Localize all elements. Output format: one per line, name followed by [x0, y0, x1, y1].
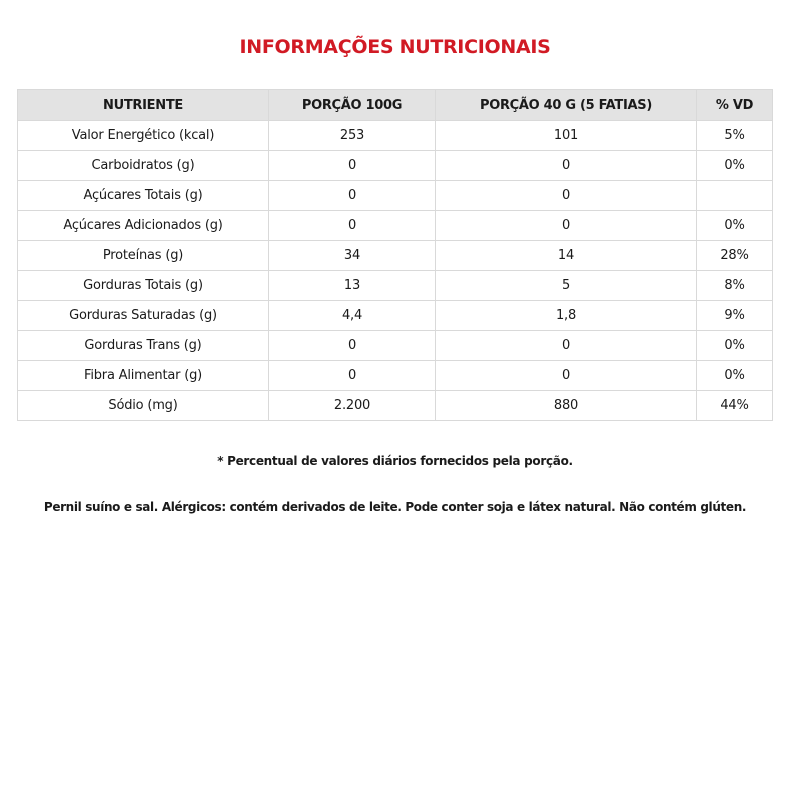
daily-value-cell: 0% [697, 211, 773, 241]
portion-100g-cell: 2.200 [269, 391, 436, 421]
daily-value-cell: 44% [697, 391, 773, 421]
nutrient-cell: Açúcares Totais (g) [18, 181, 269, 211]
portion-100g-cell: 253 [269, 121, 436, 151]
daily-value-cell [697, 181, 773, 211]
daily-value-cell: 8% [697, 271, 773, 301]
portion-100g-cell: 0 [269, 211, 436, 241]
portion-100g-cell: 0 [269, 331, 436, 361]
portion-40g-cell: 5 [436, 271, 697, 301]
nutrient-cell: Açúcares Adicionados (g) [18, 211, 269, 241]
portion-100g-cell: 0 [269, 361, 436, 391]
table-row [18, 151, 773, 181]
daily-value-cell: 0% [697, 151, 773, 181]
table-row [18, 271, 773, 301]
nutrient-cell: Gorduras Trans (g) [18, 331, 269, 361]
nutrient-cell: Gorduras Saturadas (g) [18, 301, 269, 331]
portion-40g-cell: 0 [436, 361, 697, 391]
nutrient-cell: Sódio (mg) [18, 391, 269, 421]
ingredients-text: Pernil suíno e sal. Alérgicos: contém derivados de leite. Pode conter soja e látex natural. Não contém glúten. [43, 500, 747, 514]
daily-value-cell: 0% [697, 361, 773, 391]
nutrition-table [17, 89, 773, 421]
nutrient-cell: Proteínas (g) [18, 241, 269, 271]
header-portion-100g: PORÇÃO 100G [269, 90, 436, 121]
nutrient-cell: Fibra Alimentar (g) [18, 361, 269, 391]
table-row [18, 301, 773, 331]
daily-value-cell: 28% [697, 241, 773, 271]
table-row [18, 241, 773, 271]
daily-value-cell: 5% [697, 121, 773, 151]
table-row [18, 211, 773, 241]
portion-40g-cell: 101 [436, 121, 697, 151]
table-row [18, 391, 773, 421]
daily-value-cell: 9% [697, 301, 773, 331]
nutrient-cell: Carboidratos (g) [18, 151, 269, 181]
portion-40g-cell: 0 [436, 151, 697, 181]
table-row [18, 361, 773, 391]
portion-40g-cell: 0 [436, 211, 697, 241]
table-row [18, 121, 773, 151]
table-header-row [18, 90, 773, 121]
portion-40g-cell: 0 [436, 181, 697, 211]
portion-40g-cell: 0 [436, 331, 697, 361]
nutrient-cell: Valor Energético (kcal) [18, 121, 269, 151]
nutrient-cell: Gorduras Totais (g) [18, 271, 269, 301]
header-nutrient: NUTRIENTE [18, 90, 269, 121]
portion-100g-cell: 34 [269, 241, 436, 271]
portion-40g-cell: 14 [436, 241, 697, 271]
portion-100g-cell: 4,4 [269, 301, 436, 331]
portion-100g-cell: 0 [269, 151, 436, 181]
page-title: INFORMAÇÕES NUTRICIONAIS [239, 36, 551, 58]
daily-value-cell: 0% [697, 331, 773, 361]
footnote: * Percentual de valores diários fornecidos pela porção. [217, 454, 573, 468]
table-row [18, 181, 773, 211]
portion-100g-cell: 0 [269, 181, 436, 211]
table-row [18, 331, 773, 361]
portion-40g-cell: 880 [436, 391, 697, 421]
header-portion-40g: PORÇÃO 40 G (5 FATIAS) [436, 90, 697, 121]
header-daily-value: % VD [697, 90, 773, 121]
table-body [18, 121, 773, 421]
portion-100g-cell: 13 [269, 271, 436, 301]
portion-40g-cell: 1,8 [436, 301, 697, 331]
